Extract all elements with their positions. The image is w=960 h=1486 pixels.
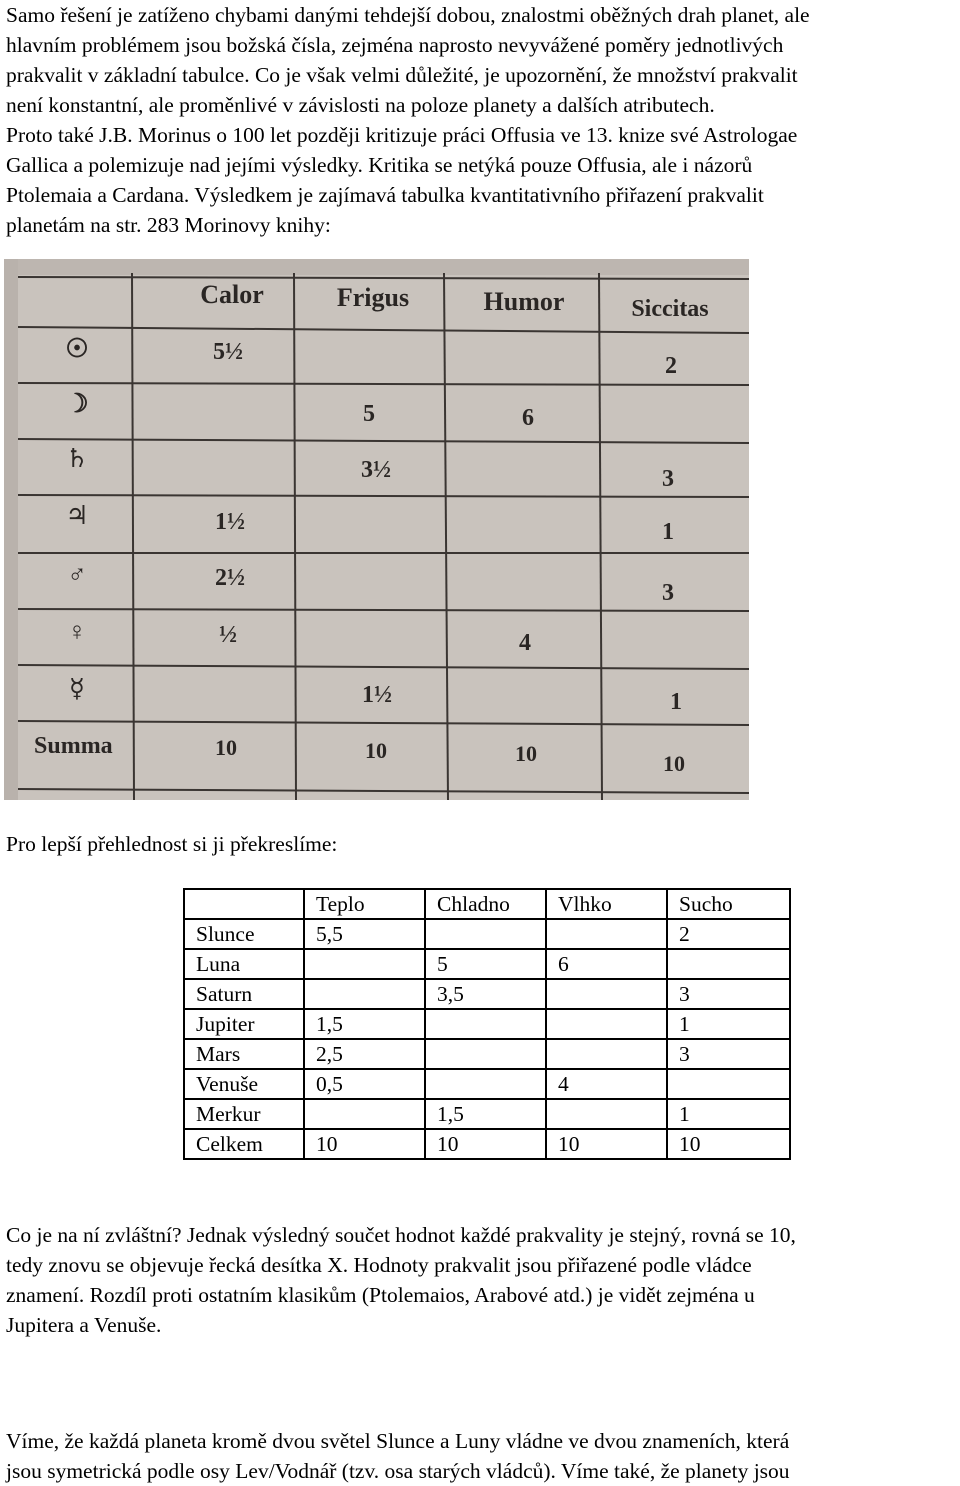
scan-cell: 4 xyxy=(519,630,531,656)
scanned-table-drawing xyxy=(4,259,749,800)
table-cell: 0,5 xyxy=(304,1069,425,1099)
table-row-label: Celkem xyxy=(184,1129,304,1159)
text-line: Proto také J.B. Morinus o 100 let později kritizuje práci Offusia ve 13. knize své Astrologae xyxy=(6,123,798,147)
text-line: Víme, že každá planeta kromě dvou světel Slunce a Luny vládne ve dvou znameních, která xyxy=(6,1429,790,1453)
scan-cell: 2 xyxy=(665,353,677,379)
table-row xyxy=(184,1009,790,1039)
scan-cell: 1½ xyxy=(215,509,245,535)
table-cell xyxy=(546,1009,667,1039)
table-row xyxy=(184,919,790,949)
table-row-label: Jupiter xyxy=(184,1009,304,1039)
table-row-label: Mars xyxy=(184,1039,304,1069)
table-cell: 1 xyxy=(667,1099,790,1129)
paragraph-intro xyxy=(6,0,954,240)
table-header-cell: Teplo xyxy=(304,889,425,919)
table-header-cell: Chladno xyxy=(425,889,546,919)
table-header-cell xyxy=(184,889,304,919)
table-cell xyxy=(304,1099,425,1129)
scan-cell: 3 xyxy=(662,466,674,492)
table-cell: 10 xyxy=(546,1129,667,1159)
text-line: není konstantní, ale proměnlivé v závislosti na poloze planety a dalších atributech. xyxy=(6,93,715,117)
table-row xyxy=(184,1099,790,1129)
scan-cell: 3 xyxy=(662,580,674,606)
table-row xyxy=(184,1129,790,1159)
table-cell: 6 xyxy=(546,949,667,979)
text-line: Gallica a polemizuje nad jejími výsledky. Kritika se netýká pouze Offusia, ale i názorů xyxy=(6,153,753,177)
table-row-label: Merkur xyxy=(184,1099,304,1129)
scan-cell: 1½ xyxy=(362,682,392,708)
text-line: planetám na str. 283 Morinovy knihy: xyxy=(6,213,331,237)
text-line: Samo řešení je zatíženo chybami danými tehdejší dobou, znalostmi oběžných drah planet, ale xyxy=(6,3,810,27)
scan-header-frigus: Frigus xyxy=(336,283,410,312)
table-cell: 4 xyxy=(546,1069,667,1099)
table-header-cell: Vlhko xyxy=(546,889,667,919)
table-cell xyxy=(425,1009,546,1039)
table-cell: 2 xyxy=(667,919,790,949)
text-line: znamení. Rozdíl proti ostatním klasikům (Ptolemaios, Arabové atd.) je vidět zejména u xyxy=(6,1283,755,1307)
table-row xyxy=(184,1039,790,1069)
table-cell xyxy=(546,979,667,1009)
scan-cell: 1 xyxy=(662,519,674,545)
scan-cell: 5 xyxy=(363,401,375,427)
table-cell xyxy=(546,1039,667,1069)
table-cell: 1,5 xyxy=(425,1099,546,1129)
table-row-label: Venuše xyxy=(184,1069,304,1099)
table-cell: 5,5 xyxy=(304,919,425,949)
text-line: Jupitera a Venuše. xyxy=(6,1313,162,1337)
table-cell xyxy=(667,1069,790,1099)
scanned-table-image xyxy=(4,259,749,800)
table-header-cell: Sucho xyxy=(667,889,790,919)
table-row xyxy=(184,949,790,979)
table-cell: 3 xyxy=(667,1039,790,1069)
scan-left-shadow xyxy=(4,259,18,800)
text-line: Pro lepší přehlednost si ji překreslíme: xyxy=(6,832,338,856)
moon-symbol: ☽ xyxy=(65,389,89,418)
table-cell xyxy=(304,949,425,979)
scan-header-humor: Humor xyxy=(483,287,565,316)
scan-summa-cell: 10 xyxy=(365,738,387,763)
text-line: Co je na ní zvláštní? Jednak výsledný součet hodnot každé prakvality je stejný, rovná se 10, xyxy=(6,1223,796,1247)
table-cell: 10 xyxy=(667,1129,790,1159)
redrawn-table-body xyxy=(184,889,790,1159)
venus-symbol: ♀ xyxy=(67,617,87,646)
table-cell xyxy=(425,1039,546,1069)
scan-background xyxy=(4,259,749,800)
text-line: tedy znovu se objevuje řecká desítka X. Hodnoty prakvalit jsou přiřazené podle vládce xyxy=(6,1253,752,1277)
table-cell xyxy=(546,1099,667,1129)
mercury-symbol: ☿ xyxy=(69,674,85,703)
paragraph-analysis xyxy=(6,1220,954,1340)
table-cell xyxy=(304,979,425,1009)
redraw-caption xyxy=(6,829,954,859)
scan-cell: 2½ xyxy=(215,565,245,591)
table-row xyxy=(184,1069,790,1099)
scan-summa-label: Summa xyxy=(34,733,113,759)
table-cell: 10 xyxy=(425,1129,546,1159)
sun-symbol: ☉ xyxy=(65,334,89,363)
scan-top-shadow xyxy=(4,259,749,275)
scan-summa-cell: 10 xyxy=(215,735,237,760)
table-row-label: Luna xyxy=(184,949,304,979)
scan-cell: ½ xyxy=(219,622,237,648)
table-cell xyxy=(546,919,667,949)
table-cell: 10 xyxy=(304,1129,425,1159)
jupiter-symbol: ♃ xyxy=(65,501,89,530)
table-row-label: Saturn xyxy=(184,979,304,1009)
table-cell xyxy=(425,919,546,949)
table-cell: 5 xyxy=(425,949,546,979)
scan-cell: 6 xyxy=(522,405,534,431)
table-cell xyxy=(667,949,790,979)
scan-summa-cell: 10 xyxy=(515,741,537,766)
table-cell: 1 xyxy=(667,1009,790,1039)
redrawn-table xyxy=(183,888,791,1160)
saturn-symbol: ♄ xyxy=(65,444,89,473)
table-cell: 1,5 xyxy=(304,1009,425,1039)
table-cell xyxy=(425,1069,546,1099)
table-row-label: Slunce xyxy=(184,919,304,949)
table-row xyxy=(184,979,790,1009)
table-header-row xyxy=(184,889,790,919)
scan-summa-cell: 10 xyxy=(663,751,685,776)
paragraph-rulers xyxy=(6,1426,954,1486)
table-cell: 2,5 xyxy=(304,1039,425,1069)
scan-cell: 3½ xyxy=(361,457,391,483)
text-line: jsou symetrická podle osy Lev/Vodnář (tzv. osa starých vládců). Víme také, že planety jsou xyxy=(6,1459,790,1483)
table-cell: 3,5 xyxy=(425,979,546,1009)
text-line: Ptolemaia a Cardana. Výsledkem je zajímavá tabulka kvantitativního přiřazení prakvalit xyxy=(6,183,764,207)
table-cell: 3 xyxy=(667,979,790,1009)
scan-header-calor: Calor xyxy=(200,280,264,309)
text-line: hlavním problémem jsou božská čísla, zejména naprosto nevyvážené poměry jednotlivých xyxy=(6,33,784,57)
scan-header-siccitas: Siccitas xyxy=(631,296,709,322)
scan-cell: 5½ xyxy=(213,339,243,365)
mars-symbol: ♂ xyxy=(67,560,87,589)
scan-cell: 1 xyxy=(670,689,682,715)
text-line: prakvalit v základní tabulce. Co je však velmi důležité, je upozornění, že množství prakvalit xyxy=(6,63,798,87)
